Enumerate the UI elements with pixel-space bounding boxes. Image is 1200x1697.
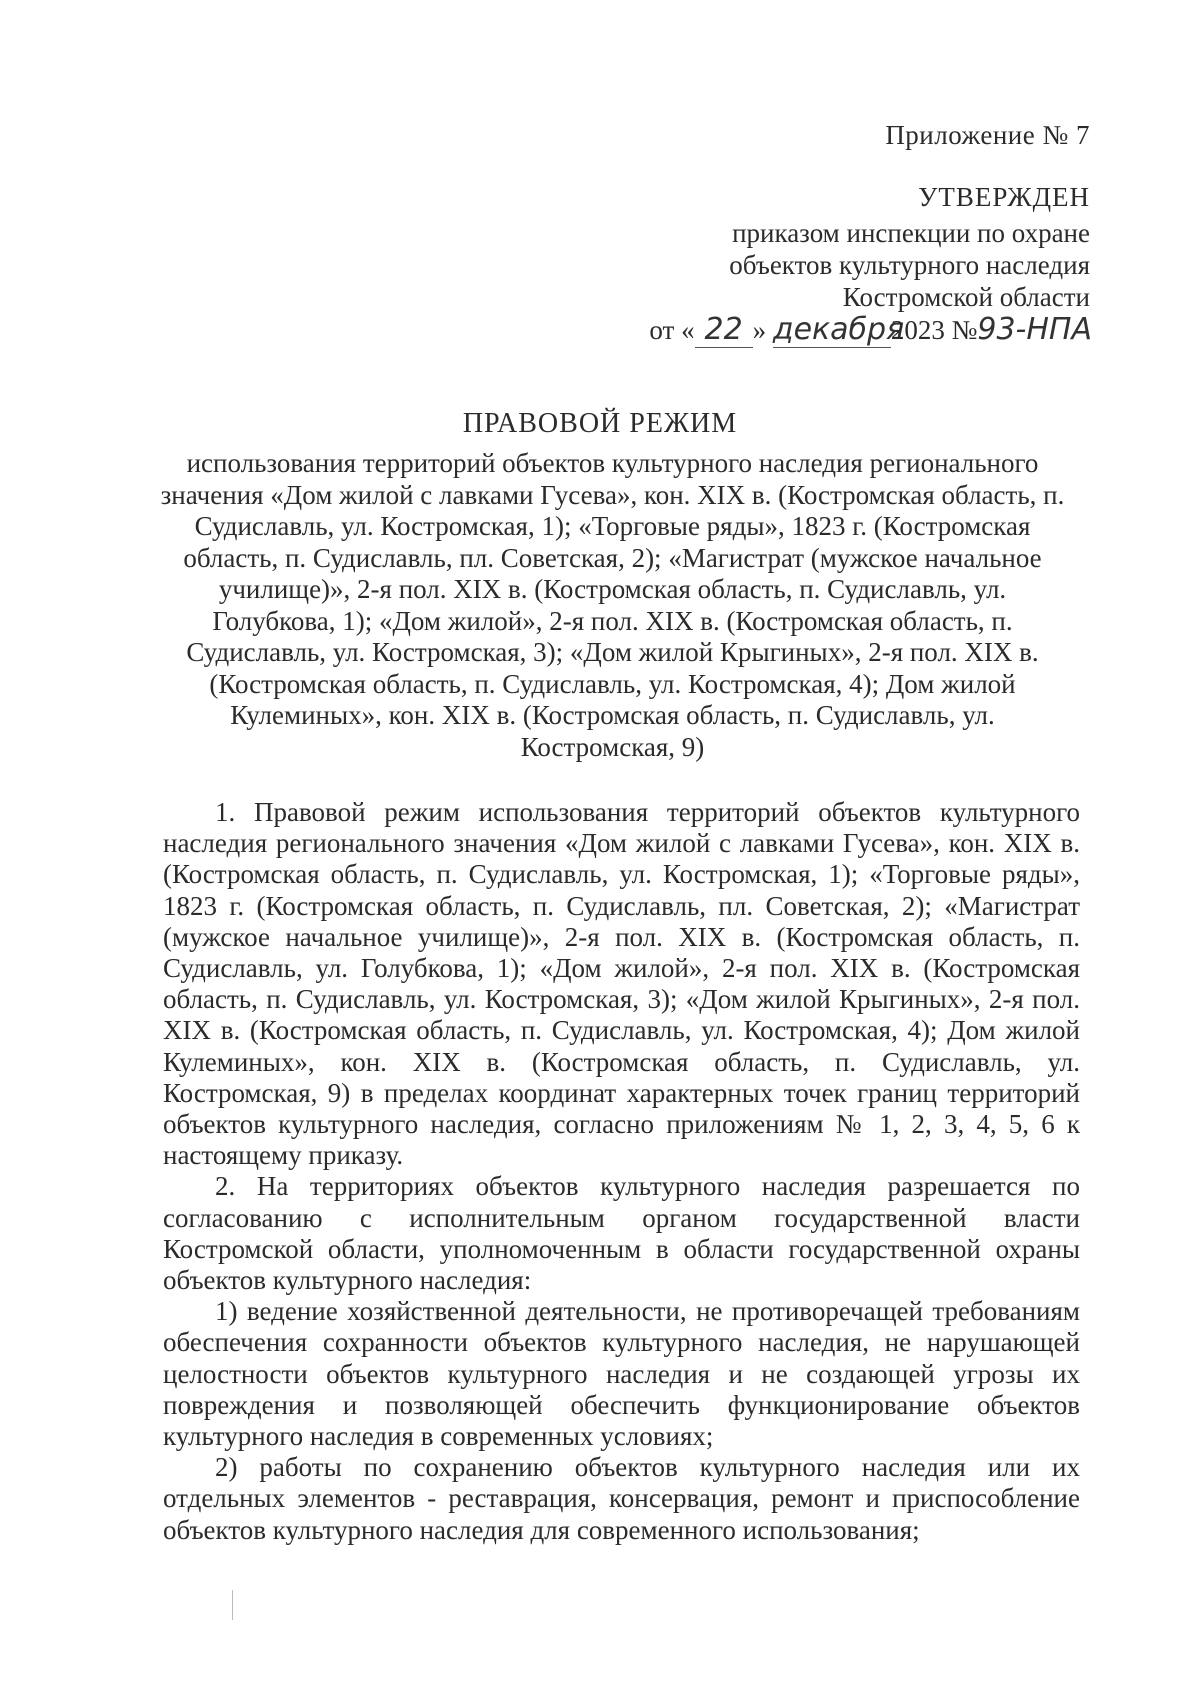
date-month-field (772, 312, 905, 348)
approved-by-line-3: Костромской области (842, 282, 1090, 312)
approved-by-line-1: приказом инспекции по охране (732, 218, 1090, 248)
approved-label: УТВЕРЖДЕН (918, 182, 1090, 212)
order-date-line (649, 312, 1092, 348)
handwritten-doc-number: 93-НПА (977, 312, 1092, 347)
date-day-field (695, 312, 753, 348)
scan-mark (232, 1590, 233, 1620)
document-title: ПРАВОВОЙ РЕЖИМ (462, 408, 738, 439)
appendix-label: Приложение № 7 (885, 120, 1090, 150)
document-subtitle: использования территорий объектов культурного наследия регионального значения «Дом жилой с лавками Гусева», кон. XIX в. (Костромская область, п. Судиславль, ул. Костромская, 1); «Торговые ряды», 1823 г. (Костромская область, п. Судиславль, пл. Советская, 2); «Магистрат (мужское начальное училище)», 2-я пол. XIX в. (Костромская область, п. Судиславль, ул. Голубкова, 1); «Дом жилой», 2-я пол. XIX в. (Костромская область, п. Судиславль, ул. Костромская, 3); «Дом жилой Крыгиных», 2-я пол. XIX в. (Костромская область, п. Судиславль, ул. Костромская, 4); Дом жилой Кулеминых», кон. XIX в. (Костромская область, п. Судиславль, ул. Костромская, 9) (160, 448, 1065, 762)
document-body (163, 797, 1080, 1546)
paragraph-2-item-1: 1) ведение хозяйственной деятельности, не противоречащей требованиям обеспечения сохранности объектов культурного наследия, не нарушающей целостности объектов культурного наследия и не создающей угрозы их повреждения и позволяющей обеспечить функционирование объектов культурного наследия в современных условиях; (163, 1296, 1080, 1452)
paragraph-1: 1. Правовой режим использования территорий объектов культурного наследия регионального значения «Дом жилой с лавками Гусева», кон. XIX в. (Костромская область, п. Судиславль, ул. Костромская, 1); «Торговые ряды», 1823 г. (Костромская область, п. Судиславль, пл. Советская, 2); «Магистрат (мужское начальное училище)», 2-я пол. XIX в. (Костромская область, п. Судиславль, ул. Голубкова, 1); «Дом жилой», 2-я пол. XIX в. (Костромская область, п. Судиславль, ул. Костромская, 3); «Дом жилой Крыгиных», 2-я пол. XIX в. (Костромская область, п. Судиславль, ул. Костромская, 4); Дом жилой Кулеминых», кон. XIX в. (Костромская область, п. Судиславль, ул. Костромская, 9) в пределах координат характерных точек границ территорий объектов культурного наследия, согласно приложениям № 1, 2, 3, 4, 5, 6 к настоящему приказу. (163, 797, 1080, 1171)
handwritten-day: 22 (704, 312, 743, 347)
date-prefix: от « (649, 315, 695, 345)
handwritten-month: декабря (772, 312, 905, 347)
paragraph-2: 2. На территориях объектов культурного наследия разрешается по согласованию с исполнительным органом государственной власти Костромской области, уполномоченным в области государственной охраны объектов культурного наследия: (163, 1171, 1080, 1296)
date-mid: » (752, 315, 767, 345)
paragraph-2-item-2: 2) работы по сохранению объектов культурного наследия или их отдельных элементов - реставрация, консервация, ремонт и приспособление объектов культурного наследия для современного использования; (163, 1452, 1080, 1545)
date-year: 2023 № (890, 315, 978, 345)
approved-by-line-2: объектов культурного наследия (729, 250, 1090, 280)
